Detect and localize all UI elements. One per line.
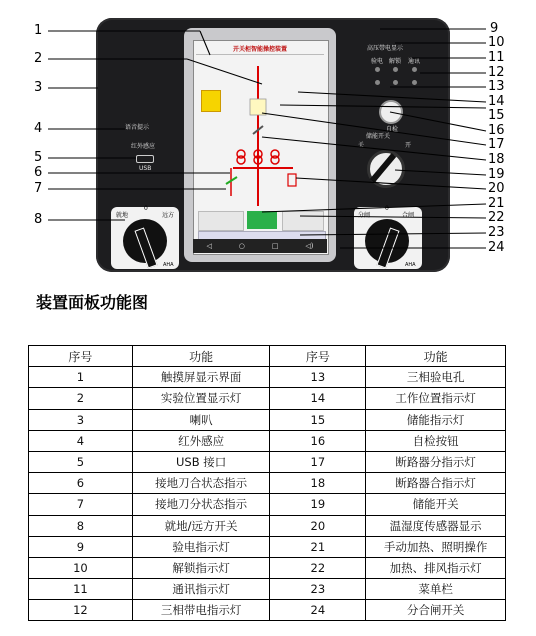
home-icon[interactable]: ○ [238, 242, 245, 250]
cell: 断路器合指示灯 [366, 473, 506, 494]
unlock-indicator [393, 67, 398, 72]
header-no-1: 序号 [29, 346, 133, 367]
callout-13: 13 [488, 79, 505, 94]
brand-left: AHA [163, 262, 174, 268]
cell: 解锁指示灯 [132, 557, 270, 578]
cell: 自检按钮 [366, 430, 506, 451]
table-row [29, 536, 506, 557]
table-row [29, 473, 506, 494]
phase-c-indicator [412, 80, 417, 85]
cell: 储能指示灯 [366, 409, 506, 430]
callout-9: 9 [490, 21, 499, 36]
back-icon[interactable]: ◁ [206, 242, 212, 250]
open-label: 分闸 [358, 212, 371, 219]
cell: 手动加热、照明操作 [366, 536, 506, 557]
cell: 接地刀合状态指示 [132, 473, 270, 494]
cell: 17 [270, 451, 366, 472]
cell: 触摸屏显示界面 [132, 367, 270, 388]
manual-heat-light-button[interactable] [247, 211, 277, 229]
header-function-1: 功能 [132, 346, 270, 367]
table-row [29, 367, 506, 388]
cell: 三相带电指示灯 [132, 600, 270, 621]
cell: 7 [29, 494, 133, 515]
comm-indicator [412, 67, 417, 72]
cell: 20 [270, 515, 366, 536]
heat-fan-indicators [282, 211, 324, 231]
cell: 喇叭 [132, 409, 270, 430]
cell: 三相验电孔 [366, 367, 506, 388]
callout-5: 5 [34, 150, 43, 165]
table-row [29, 430, 506, 451]
callout-16: 16 [488, 123, 505, 138]
phase-a-indicator [375, 80, 380, 85]
cell: 9 [29, 536, 133, 557]
cell: 储能开关 [366, 494, 506, 515]
callout-7: 7 [34, 181, 43, 196]
cell: 断路器分指示灯 [366, 451, 506, 472]
off-label: 关 [358, 142, 365, 149]
cell: 验电指示灯 [132, 536, 270, 557]
selfcheck-label: 自检 [386, 126, 399, 133]
callout-3: 3 [34, 80, 43, 95]
callout-2: 2 [34, 51, 43, 66]
table-row [29, 388, 506, 409]
table-row [29, 579, 506, 600]
cell: 16 [270, 430, 366, 451]
cell: 分合闸开关 [366, 600, 506, 621]
callout-17: 17 [488, 137, 505, 152]
speaker-label: 语音提示 [125, 124, 150, 131]
brand-right: AHA [405, 262, 416, 268]
table-row [29, 409, 506, 430]
cell: 5 [29, 451, 133, 472]
header-no-2: 序号 [270, 346, 366, 367]
callout-8: 8 [34, 212, 43, 227]
cell: 10 [29, 557, 133, 578]
table-row [29, 600, 506, 621]
table-row [29, 557, 506, 578]
phase-b-indicator [393, 80, 398, 85]
unlock-label: 解锁 [389, 58, 402, 65]
temp-humidity-display [198, 211, 244, 231]
callout-14: 14 [488, 94, 505, 109]
callout-11: 11 [488, 50, 505, 65]
cell: 接地刀分状态指示 [132, 494, 270, 515]
cell: 通讯指示灯 [132, 579, 270, 600]
screen-divider [196, 54, 324, 55]
usb-label: USB [139, 165, 152, 172]
selfcheck-button[interactable] [379, 100, 403, 124]
callout-12: 12 [488, 65, 505, 80]
cell: USB 接口 [132, 451, 270, 472]
callout-18: 18 [488, 152, 505, 167]
table-row [29, 494, 506, 515]
cell: 就地/远方开关 [132, 515, 270, 536]
local-label: 就地 [116, 212, 129, 219]
callout-10: 10 [488, 35, 505, 50]
test-label: 验电 [371, 58, 384, 65]
callout-19: 19 [488, 167, 505, 182]
callout-4: 4 [34, 121, 43, 136]
usb-port [136, 155, 154, 163]
cell: 温湿度传感器显示 [366, 515, 506, 536]
cell: 18 [270, 473, 366, 494]
cell: 2 [29, 388, 133, 409]
cell: 菜单栏 [366, 579, 506, 600]
cell: 3 [29, 409, 133, 430]
cell: 4 [29, 430, 133, 451]
cell: 15 [270, 409, 366, 430]
remote-label: 远方 [162, 212, 175, 219]
callout-15: 15 [488, 108, 505, 123]
zero-mark-right: 0 [385, 205, 389, 212]
recent-icon[interactable]: □ [271, 242, 279, 250]
cell: 加热、排风指示灯 [366, 557, 506, 578]
section-title: 装置面板功能图 [36, 293, 149, 312]
table-row [29, 451, 506, 472]
cell: 24 [270, 600, 366, 621]
cell: 实验位置显示灯 [132, 388, 270, 409]
callout-20: 20 [488, 181, 505, 196]
cell: 工作位置指示灯 [366, 388, 506, 409]
callout-6: 6 [34, 165, 43, 180]
comm-label: 通讯 [408, 58, 421, 65]
cell: 19 [270, 494, 366, 515]
table-row [29, 515, 506, 536]
navigation-bar [193, 239, 327, 253]
on-label: 开 [405, 142, 412, 149]
cell: 6 [29, 473, 133, 494]
single-line-diagram [193, 56, 327, 236]
callout-21: 21 [488, 196, 505, 211]
callout-24: 24 [488, 240, 505, 255]
cell: 23 [270, 579, 366, 600]
header-function-2: 功能 [366, 346, 506, 367]
cell: 红外感应 [132, 430, 270, 451]
storage-switch-label: 储能开关 [366, 133, 391, 140]
callout-22: 22 [488, 210, 505, 225]
table-header-row [29, 346, 506, 367]
cell: 21 [270, 536, 366, 557]
close-label: 合闸 [402, 212, 415, 219]
cell: 1 [29, 367, 133, 388]
cell: 14 [270, 388, 366, 409]
zero-mark-left: 0 [144, 205, 148, 212]
volume-icon[interactable]: ◁) [305, 242, 314, 250]
cell: 13 [270, 367, 366, 388]
cell: 11 [29, 579, 133, 600]
cell: 22 [270, 557, 366, 578]
cell: 8 [29, 515, 133, 536]
infrared-label: 红外感应 [131, 143, 156, 150]
screen-title: 开关柜智能操控装置 [232, 46, 287, 53]
hv-indicator-label: 高压带电显示 [367, 45, 404, 52]
cell: 12 [29, 600, 133, 621]
function-table [28, 345, 506, 621]
test-indicator [375, 67, 380, 72]
callout-23: 23 [488, 225, 505, 240]
callout-1: 1 [34, 23, 43, 38]
